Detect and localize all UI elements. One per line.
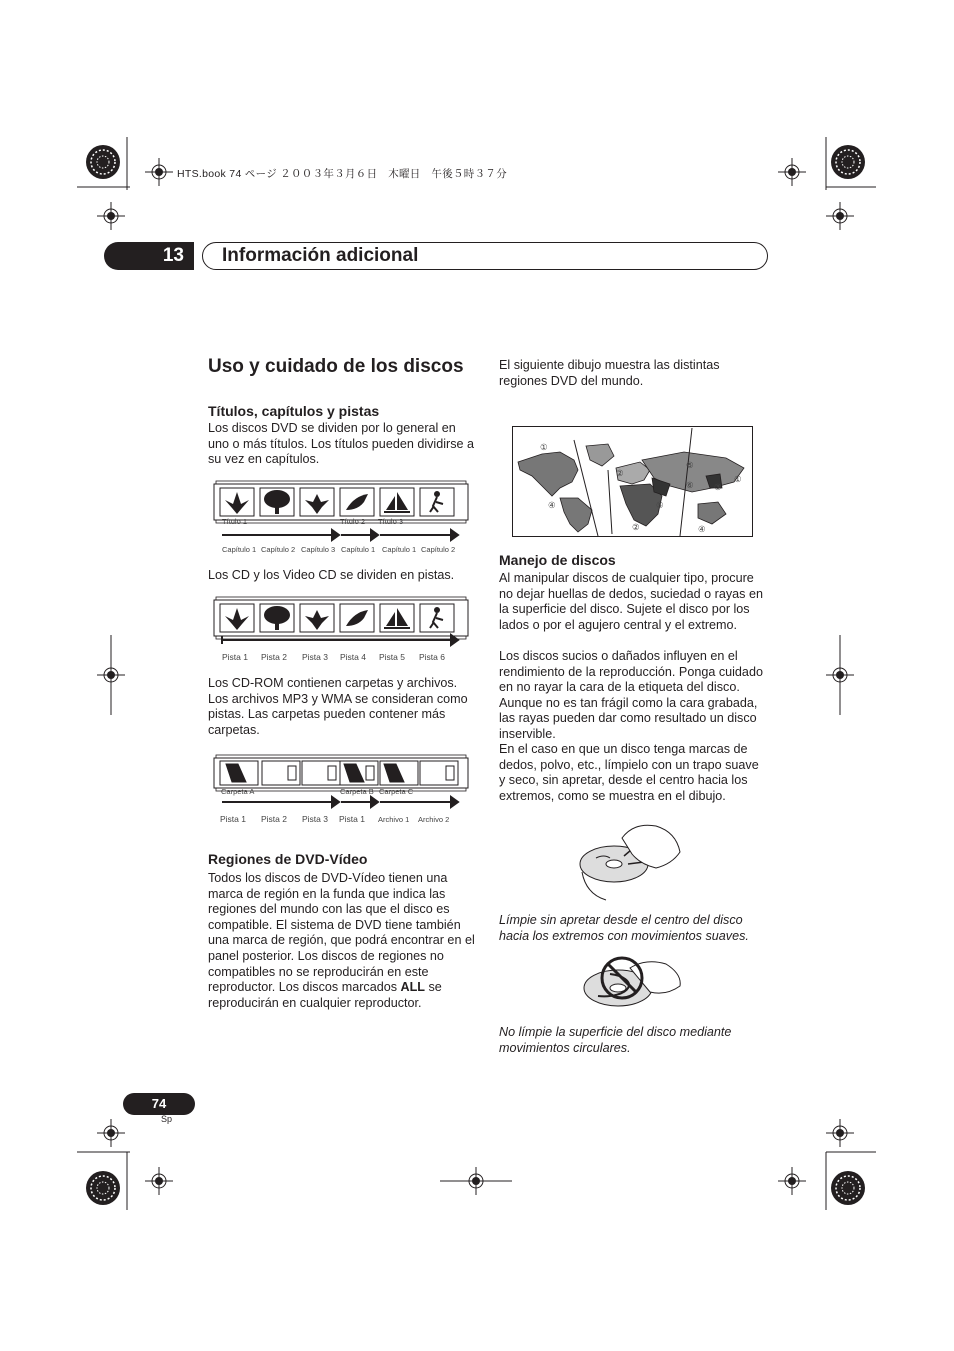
page-language: Sp [161,1114,173,1124]
cd-track-diagram [208,596,474,666]
titles-heading: Títulos, capítulos y pistas [208,403,380,419]
handling-para-2: Los discos sucios o dañados influyen en el rendimiento de la reproducción. Ponga cuidado en no rayar la cara de la etiqueta del disco. Aunque no es tan frágil como la cara grabada, las rayas pueden dar como resultado un disco inservible. [499,649,763,741]
chapter-label-1: Capítulo 1 [222,545,257,554]
region-label-5a: ⑤ [686,460,694,470]
regions-heading: Regiones de DVD-Vídeo [208,851,368,867]
cdrom-text: Los CD-ROM contienen carpetas y archivos. Los archivos MP3 y WMA se consideran como pistas. Las carpetas pueden contener más carpetas. [208,676,468,737]
caption-correct: Límpie sin apretar desde el centro del disco hacia los extremos con movimientos suaves. [499,913,749,943]
region-label-5b: ⑤ [656,500,664,510]
caption-wrong: No límpie la superficie del disco mediante movimientos circulares. [499,1025,732,1055]
dvd-title-chapter-diagram [208,480,474,560]
chapter-title: Información adicional [222,245,419,266]
regions-body-text: Todos los discos de DVD-Vídeo tienen una marca de región en la funda que indica las regiones del mundo con las que el disco es compatible. El sistema de DVD tiene también una marca de región, que podrá encontrar en el panel posterior. Los discos de regiones no compatibles no se reproducirán en este reproductor. Los discos marcados [208,871,475,995]
regions-body-end: se reproducirán en cualquier reproductor. [208,980,442,1010]
region-label-4a: ④ [548,500,556,510]
disc-cleaning-correct-illustration [576,818,686,902]
track-label-2: Pista 2 [261,652,287,662]
handling-para-3: En el caso en que un disco tenga marcas de dedos, polvo, etc., límpielo con un trapo suave y seco, sin apretar, desde el centro hacia los extremos, como se muestra en el dibujo. [499,742,759,803]
region-label-2a: ② [616,468,624,478]
file-label-4: Pista 1 [339,814,365,824]
region-label-3: ③ [714,482,722,492]
chapter-number: 13 [104,242,194,270]
track-label-6: Pista 6 [419,652,445,662]
title-arrows [222,530,458,540]
section-title: Uso y cuidado de los discos [208,356,464,377]
print-header: HTS.book 74 ページ ２００３年３月６日 木曜日 午後５時３７分 [177,168,508,180]
handling-heading: Manejo de discos [499,552,616,568]
chapter-label-5: Capítulo 1 [382,545,417,554]
folder-label-b: Carpeta B [340,787,374,796]
track-label-3: Pista 3 [302,652,328,662]
region-label-4b: ④ [698,524,706,534]
file-label-3: Pista 3 [302,814,328,824]
folder-label-c: Carpeta C [379,787,414,796]
chapter-label-4: Capítulo 1 [341,545,376,554]
chapter-label-3: Capítulo 3 [301,545,336,554]
track-label-1: Pista 1 [222,652,248,662]
map-intro: El siguiente dibujo muestra las distintas regiones DVD del mundo. [499,358,720,388]
title-label-1: Título 1 [222,517,248,526]
cdrom-folder-diagram [208,754,474,828]
frame-icons [220,488,454,516]
region-label-2b: ② [632,522,640,532]
title-label-2: Título 2 [340,517,366,526]
cd-text: Los CD y los Video CD se dividen en pistas. [208,568,455,582]
track-label-4: Pista 4 [340,652,366,662]
folder-arrows [222,797,458,807]
disc-cleaning-wrong-illustration [580,952,686,1014]
regions-body-all: ALL [400,980,425,995]
title-label-3: Título 3 [378,517,404,526]
folder-file-icons [220,761,458,785]
track-label-5: Pista 5 [379,652,405,662]
file-label-5: Archivo 1 [378,815,410,824]
region-label-1a: ① [540,442,548,452]
dvd-region-map [512,426,754,538]
chapter-header [104,242,768,272]
titles-body: Los discos DVD se dividen por lo general en uno o más títulos. Los títulos pueden dividirse a su vez en capítulos. [208,421,475,467]
regions-body [208,871,478,1011]
file-label-1: Pista 1 [220,814,246,824]
folder-label-a: Carpeta A [221,787,255,796]
file-label-6: Archivo 2 [418,815,450,824]
chapter-label-6: Capítulo 2 [421,545,456,554]
region-label-1b: ① [734,474,742,484]
chapter-label-2: Capítulo 2 [261,545,296,554]
region-label-6: ⑥ [686,480,694,490]
file-label-2: Pista 2 [261,814,287,824]
handling-para-1: Al manipular discos de cualquier tipo, procure no dejar huellas de dedos, suciedad o rayas en la superficie del disco. Sujete el disco por los lados o por el agujero central y el extremo. [499,571,763,632]
page-number: 74 [123,1093,195,1115]
